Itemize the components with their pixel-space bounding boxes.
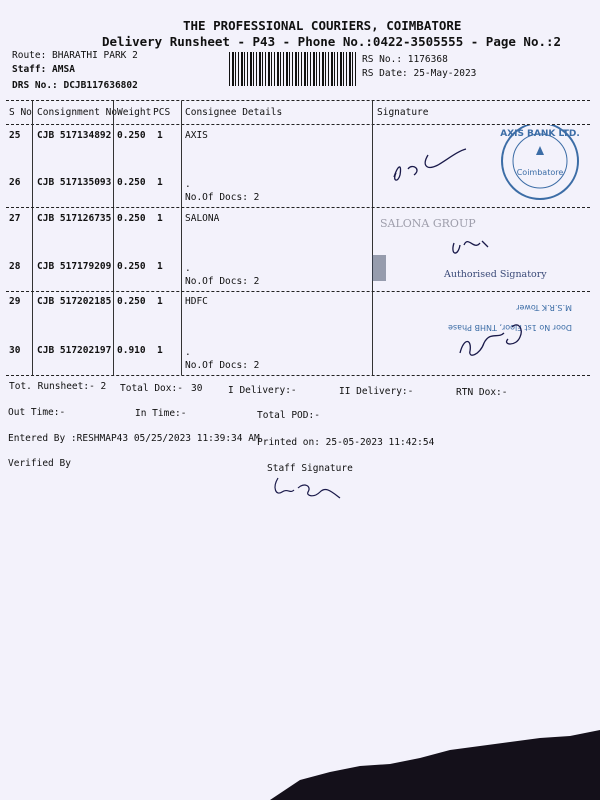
table-top-rule <box>6 100 590 101</box>
col-sno: S No <box>9 107 32 118</box>
row-pcs: 1 <box>157 261 163 272</box>
col-divider <box>181 101 182 375</box>
row-weight: 0.250 <box>117 213 146 224</box>
tot-runsheet: Tot. Runsheet:- 2 <box>9 381 107 392</box>
row-pcs: 1 <box>157 130 163 141</box>
row-weight: 0.910 <box>117 345 146 356</box>
drs-number: DRS No.: DCJB117636802 <box>12 80 138 91</box>
row-consignment: CJB 517179209 <box>37 261 112 272</box>
row-docs: No.Of Docs: 2 <box>185 360 260 371</box>
axis-stamp-city: Coimbatore <box>516 168 564 177</box>
in-time: In Time:- <box>135 408 187 419</box>
svg-text:Door No 1st Floor, TNHB Phase: Door No 1st Floor, TNHB Phase <box>448 323 572 332</box>
row-consignee: AXIS <box>185 130 208 141</box>
col-consignment: Consignment No <box>37 107 118 118</box>
total-dox-label: Total Dox:- <box>120 383 183 394</box>
col-pcs: PCS <box>153 107 171 118</box>
authorised-signatory: Authorised Signatory <box>444 269 547 280</box>
route: Route: BHARATHI PARK 2 <box>12 50 138 61</box>
barcode <box>229 52 357 86</box>
row-weight: 0.250 <box>117 261 146 272</box>
signature-mark <box>394 149 466 180</box>
signature-mark <box>453 241 488 253</box>
row-sno: 27 <box>9 213 21 224</box>
verified-by: Verified By <box>8 458 71 469</box>
table-bottom-rule <box>6 375 590 376</box>
staff-signature-mark <box>268 474 348 504</box>
row-docs: No.Of Docs: 2 <box>185 276 260 287</box>
axis-bank-stamp <box>500 125 580 199</box>
ii-delivery: II Delivery:- <box>339 386 414 397</box>
row-consignment: CJB 517126735 <box>37 213 112 224</box>
entered-by: Entered By :RESHMAP43 05/25/2023 11:39:34 AM <box>8 433 260 444</box>
row-consignment: CJB 517134892 <box>37 130 112 141</box>
rs-number: RS No.: 1176368 <box>362 54 448 65</box>
svg-text:M.S.R.K Tower: M.S.R.K Tower <box>516 303 572 312</box>
smudge <box>372 255 386 281</box>
col-signature: Signature <box>377 107 429 118</box>
out-time: Out Time:- <box>8 407 66 418</box>
runsheet-title: Delivery Runsheet - P43 - Phone No.:0422-3505555 - Page No.:2 <box>102 34 562 49</box>
row-consignment: CJB 517202185 <box>37 296 112 307</box>
staff: Staff: AMSA <box>12 64 75 75</box>
row-weight: 0.250 <box>117 296 146 307</box>
col-consignee: Consignee Details <box>185 107 283 118</box>
row-consignee: . <box>185 263 191 274</box>
signature-stamps <box>372 125 592 375</box>
row-weight: 0.250 <box>117 130 146 141</box>
col-divider <box>113 101 114 375</box>
row-docs: No.Of Docs: 2 <box>185 192 260 203</box>
row-sno: 28 <box>9 261 21 272</box>
row-sno: 25 <box>9 130 21 141</box>
row-consignee: HDFC <box>185 296 208 307</box>
row-sno: 29 <box>9 296 21 307</box>
company-name: THE PROFESSIONAL COURIERS, COIMBATORE <box>183 18 462 33</box>
col-divider <box>32 101 33 375</box>
col-weight: Weight <box>117 107 152 118</box>
row-consignee: . <box>185 347 191 358</box>
row-weight: 0.250 <box>117 177 146 188</box>
row-pcs: 1 <box>157 345 163 356</box>
total-pod: Total POD:- <box>257 410 320 421</box>
row-consignee: . <box>185 179 191 190</box>
row-sno: 26 <box>9 177 21 188</box>
row-consignee: SALONA <box>185 213 220 224</box>
rtn-dox: RTN Dox:- <box>456 387 508 398</box>
row-pcs: 1 <box>157 213 163 224</box>
row-consignment: CJB 517202197 <box>37 345 112 356</box>
row-sno: 30 <box>9 345 21 356</box>
printed-on: Printed on: 25-05-2023 11:42:54 <box>257 437 435 448</box>
i-delivery: I Delivery:- <box>228 385 297 396</box>
row-consignment: CJB 517135093 <box>37 177 112 188</box>
row-pcs: 1 <box>157 296 163 307</box>
row-pcs: 1 <box>157 177 163 188</box>
total-dox-value: 30 <box>191 383 203 394</box>
axis-stamp-title: AXIS BANK LTD. <box>500 129 580 139</box>
torn-paper-edge <box>0 720 600 800</box>
hdfc-stamp <box>448 303 572 332</box>
salona-stamp: SALONA GROUP <box>380 217 476 230</box>
staff-signature-label: Staff Signature <box>267 463 353 474</box>
rs-date: RS Date: 25-May-2023 <box>362 68 477 79</box>
